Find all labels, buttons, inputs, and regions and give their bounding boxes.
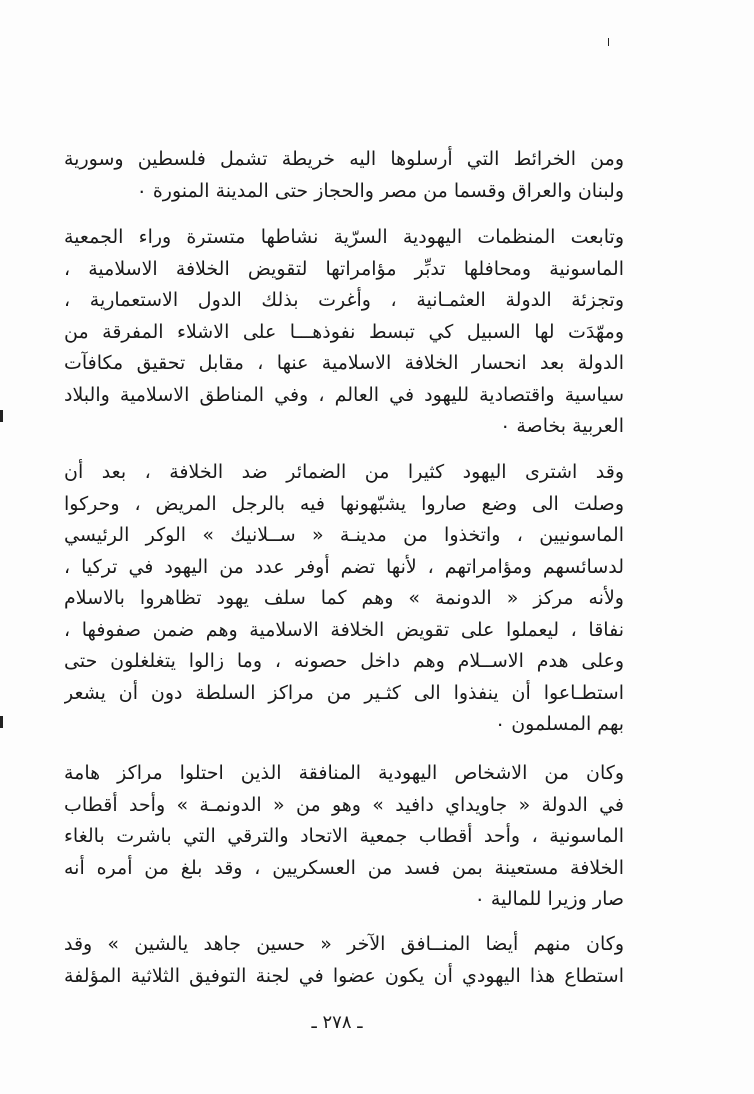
text-line: وعلى هدم الاســلام وهم داخل حصونه ، وما زالوا يتغلغلون حتى (64, 650, 624, 672)
text-line: في الدولة « جاويداي دافيد » وهو من « الدونمـة » وأحد أقطاب (64, 793, 624, 816)
text-line: الماسونيين ، واتخذوا من مدينـة « ســلانيك » الوكر الرئيسي (64, 524, 624, 546)
text-line: وصلت الى وضع صاروا يشبّهونها فيه بالرجل المريض ، وحركوا (64, 492, 624, 515)
paragraph-3 (64, 457, 624, 741)
text-line: الماسونية ومحافلها تدبِّر مؤامراتها لتقويض الخلافة الاسلامية ، (64, 257, 624, 280)
paragraph-2 (64, 222, 624, 443)
text-line: وقد اشترى اليهود كثيرا من الضمائر ضد الخلافة ، بعد أن (64, 461, 624, 483)
text-line: وتابعت المنظمات اليهودية السرّية نشاطها متسترة وراء الجمعية (64, 226, 624, 248)
text-line: ولأنه مركز « الدونمة » وهم كما سلف يهود تظاهروا بالاسلام (64, 587, 624, 609)
text-line: وكان من الاشخاص اليهودية المنافقة الذين احتلوا مراكز هامة (64, 762, 624, 784)
text-line: لدسائسهم ومؤامراتهم ، لأنها تضم أوفر عدد من اليهود في تركيا ، (64, 555, 624, 578)
text-line: وكان منهم أيضا المنــافق الآخر « حسين جاهد يالشين » وقد (64, 933, 624, 955)
text-line: وتجزئة الدولة العثمـانية ، وأغرت بذلك الدول الاستعمارية ، (64, 289, 624, 311)
text-line: استطـاعوا أن ينفذوا الى كثـير من مراكز السلطة دون أن يشعر (64, 681, 624, 704)
text-line: الدولة بعد انحسار الخلافة الاسلامية عنها ، مقابل تحقيق مكافآت (64, 352, 624, 374)
scan-mark (0, 716, 3, 728)
paragraph-1 (64, 144, 624, 207)
paragraph-4 (64, 758, 624, 916)
text-line: ومن الخرائط التي أرسلوها اليه خريطة تشمل فلسطين وسورية (64, 148, 624, 170)
scan-mark (608, 38, 609, 46)
text-line: صار وزيرا للمالية ٠ (474, 888, 624, 910)
text-line: ومهّدَت لها السبيل كي تبسط نفوذهـــا على الاشلاء المفرقة من (64, 320, 624, 343)
text-line: سياسية واقتصادية لليهود في العالم ، وفي المناطق الاسلامية والبلاد (64, 383, 624, 406)
page-number: ـ ٢٧٨ ـ (311, 1012, 363, 1033)
paragraph-5 (64, 929, 624, 992)
text-line: ولبنان والعراق وقسما من مصر والحجاز حتى المدينة المنورة ٠ (136, 179, 624, 202)
text-line: نفاقا ، ليعملوا على تقويض الخلافة الاسلامية وهم ضمن صفوفها ، (64, 618, 624, 641)
scan-mark (0, 410, 3, 422)
text-line: الخلافة مستعينة بمن فسد من العسكريين ، وقد بلغ من أمره أنه (64, 856, 624, 879)
text-line: الماسونية ، وأحد أقطاب جمعية الاتحاد والترقي التي باشرت بالغاء (64, 825, 624, 847)
text-line: استطاع هذا اليهودي أن يكون عضوا في لجنة التوفيق الثلاثية المؤلفة (64, 964, 624, 987)
text-line: بهم المسلمون ٠ (494, 713, 624, 735)
text-line: العربية بخاصة ٠ (500, 415, 624, 437)
